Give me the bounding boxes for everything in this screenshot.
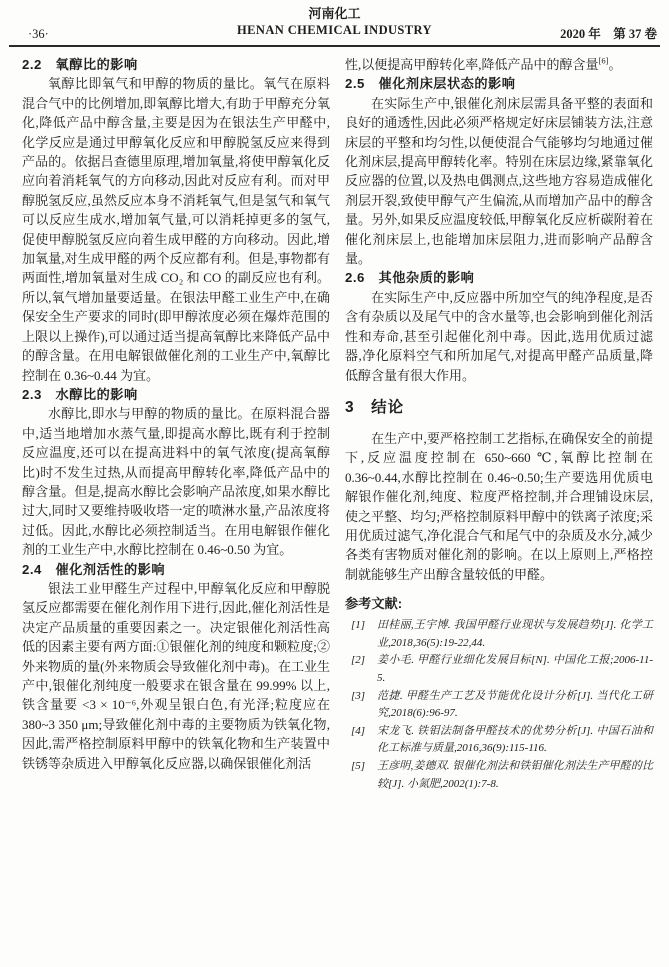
section-2-3-paragraph: 水醇比,即水与甲醇的物质的量比。在原料混合器中,适当地增加水蒸气量,即提高水醇比,既有利于控制反应温度,还可以在提高进料中的氧气浓度(提高氧醇比)时不发生过热,从而提高甲醇转化率,降低产品中的醇含量。但是,提高水醇比会影响产品浓度,如果水醇比过大,同时又要维持吸收塔一定的喷淋水量,产品浓度将过低。因此,水醇比必须控制适当。在用电解银作催化剂的工业生产中,水醇比控制在 0.46~0.50 为宜。 [22,406,330,558]
continued-text-end: 。 [608,57,622,72]
reference-text: 王彦明,姜德双. 银催化剂法和铁钼催化剂法生产甲醛的比较[J]. 小氮肥,2002(1):7-8. [377,759,653,790]
reference-item [345,758,653,793]
journal-title-cn: 河南化工 [308,6,361,21]
reference-text: 姜小毛. 甲醛行业细化发展目标[N]. 中国化工报;2006-11-5. [377,654,653,684]
reference-label: [4] [351,724,366,737]
issue-info: 2020 年 第 37 卷 [560,27,657,41]
reference-label: [5] [351,759,366,772]
reference-item [345,688,653,723]
citation-superscript: [6] [598,55,609,66]
right-column [345,55,653,793]
left-column [22,55,330,793]
section-2-5-paragraph: 在实际生产中,银催化剂床层需具备平整的表面和良好的通透性,因此必须严格规定好床层铺装方法,注意床层的平整和均匀性,以便使混合气能够均匀地通过催化剂床层,提高甲醇转化率。特别在床层边缘,紧靠氧化反应器的位置,以及热电偶测点,这些地方容易造成催化剂层开裂,致使甲醇气产生偏流,从而增加产品中的醇含量。另外,如果反应温度较低,甲醇氧化反应析碳附着在催化剂床层上,也能增加床层阻力,进而影响产品醇含量。 [345,95,653,267]
section-3-heading: 3 结论 [345,398,405,416]
article-body [0,47,669,793]
journal-title-en: HENAN CHEMICAL INDUSTRY [237,23,432,37]
reference-item [345,617,653,652]
continued-text: 性,以便提高甲醇转化率,降低产品中的醇含量 [345,57,599,72]
section-2-4-heading: 2.4 催化剂活性的影响 [22,561,166,577]
reference-item [345,723,653,758]
section-2-4-paragraph-continued [345,55,653,74]
reference-label: [1] [351,619,366,632]
section-2-2-paragraph: 氧醇比即氧气和甲醇的物质的量比。氧气在原料混合气中的比例增加,即氧醇比增大,有助于甲醇充分氧化,降低产品中醇含量,主要是因为在银法生产甲醛中,化学反应是通过甲醇氧化反应和甲醇脱氢反应来得到产品的。依据吕查德里原理,增加氧量,将使甲醇氧化反应向着消耗氧气的方向移动,因此对反应有利。而对甲醇脱氢反应,虽然反应本身不消耗氧气,但是氢气和氧气可以反应生成水,增加氧气量,可以消耗掉更多的氢气,促使甲醇脱氢反应向着生成甲醛的方向移动。因此,增加氧量,对生成甲醛的两个反应都有利。但是,事物都有两面性,增加氧量对生成 CO₂ 和 CO 的副反应也有利。所以,氧气增加量要适量。在银法甲醛工业生产中,在确保安全生产要求的同时(即甲醇浓度必须在爆炸范围的上限以上操作),可以通过适当提高氧醇比来降低产品中的醇含量。在用电解银做催化剂的工业生产中,氧醇比控制在 0.36~0.44 为宜。 [22,76,330,383]
section-2-5-heading: 2.5 催化剂床层状态的影响 [345,76,516,92]
reference-text: 范捷. 甲醛生产工艺及节能优化设计分析[J]. 当代化工研究,2018(6):96-97. [377,689,653,720]
reference-item [345,652,653,687]
references-list [345,617,653,793]
reference-text: 宋龙飞. 铁钼法制备甲醛技术的优势分析[J]. 中国石油和化工标准与质量,2016,36(9):115-116. [377,724,653,755]
section-2-4-paragraph: 银法工业甲醛生产过程中,甲醇氧化反应和甲醇脱氢反应都需要在催化剂作用下进行,因此,催化剂活性是决定产品质量的重要因素之一。决定银催化剂活性高低的因素主要有两方面:①银催化剂的纯度和颗粒度;②外来物质的量(外来物质会导致催化剂中毒)。在工业生产中,银催化剂纯度一般要求在银含量在 99.99% 以上,铁含量要 <3 × 10⁻⁶,外观呈银白色,有光泽;粒度应在 380~3 350 μm;导致催化剂中毒的主要物质为铁氧化物,因此,需严格控制原料甲醇中的铁氧化物和生产装置中铁锈等杂质进入甲醇氧化反应器,以确保银催化剂活 [22,580,330,771]
reference-label: [2] [351,654,366,667]
reference-text: 田桂丽,王宇博. 我国甲醛行业现状与发展趋势[J]. 化学工业,2018,36(5):19-22,44. [377,619,653,649]
reference-label: [3] [351,689,366,702]
section-2-3-heading: 2.3 水醇比的影响 [22,386,138,402]
section-2-6-paragraph: 在实际生产中,反应器中所加空气的纯净程度,是否含有杂质以及尾气中的含水量等,也会影响到催化剂活性和寿命,甚至引起催化剂中毒。因此,选用优质过滤器,净化原料空气和所加尾气,对提高甲醛产品质量,降低醇含量有很大作用。 [345,289,653,383]
page-header [0,0,669,44]
section-2-6-heading: 2.6 其他杂质的影响 [345,270,475,286]
section-2-2-heading: 2.2 氧醇比的影响 [22,57,138,72]
references-heading: 参考文献: [345,596,403,612]
section-3-paragraph: 在生产中,要严格控制工艺指标,在确保安全的前提下,反应温度控制在 650~660 ℃,氧醇比控制在 0.36~0.44,水醇比控制在 0.46~0.50;生产要选用优质电解银作催化剂,纯度、粒度严格控制,并合理铺设床层,使之平整、均匀;严格控制原料甲醇中的铁离子浓度;采用优质过滤气,净化混合气和尾气中的杂质及水分,减少各类有害物质对催化剂的影响。在以上原则上,严格控制就能够生产出醇含量较低的甲醛。 [345,430,653,582]
page-number: ·36· [28,27,49,41]
